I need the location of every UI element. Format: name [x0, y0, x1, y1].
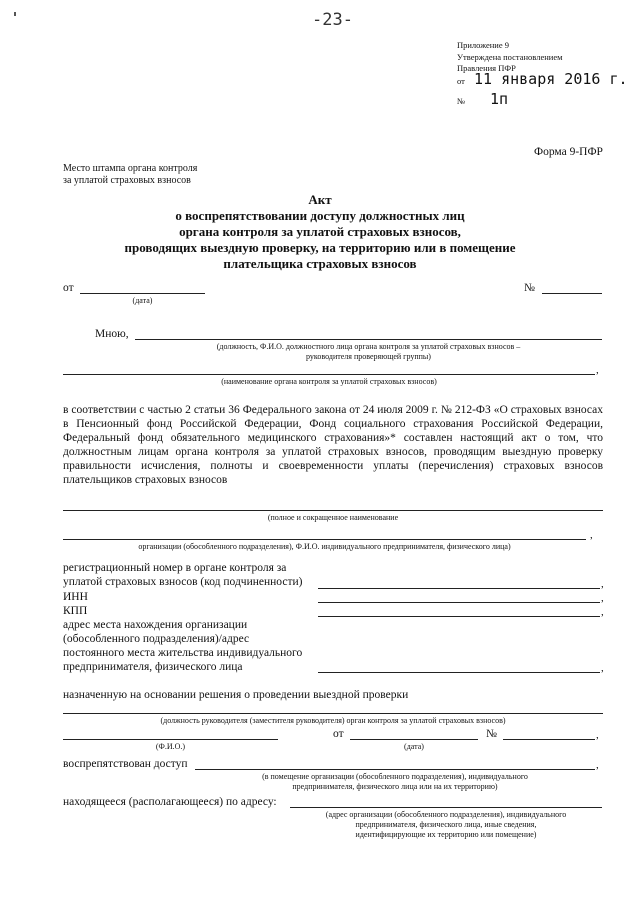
located-label: находящееся (располагающееся) по адресу: — [63, 796, 277, 808]
me-label: Мною, — [95, 328, 129, 340]
decision-date-field[interactable] — [350, 739, 478, 740]
header-appendix: Приложение 9 — [457, 40, 509, 50]
reg-label-line1: регистрационный номер в органе контроля за — [63, 562, 287, 574]
reg-number-field[interactable] — [318, 588, 600, 589]
scan-dot — [14, 12, 16, 16]
payer-name-field2[interactable] — [63, 539, 586, 540]
address-field[interactable] — [318, 672, 600, 673]
decision-text: назначенную на основании решения о проведении выездной проверки — [63, 689, 409, 701]
decision-num-field[interactable] — [503, 739, 595, 740]
addr-label-line4: предпринимателя, физического лица — [63, 661, 243, 673]
stamp-place-line2: за уплатой страховых взносов — [63, 175, 191, 186]
header-num-prefix: № — [457, 96, 466, 106]
obstructed-caption2: предпринимателя, физического лица или на их территорию) — [292, 782, 498, 791]
decision-num-label: № — [486, 728, 497, 740]
body-paragraph: в соответствии с частью 2 статьи 36 Федерального закона от 24 июля 2009 г. № 212-ФЗ «О страховых взносах в Пенсионный фонд Российской Федерации, Фонд социального страхования Российской Федерации, Федеральный фонд обязательного медицинского страхования»* составлен настоящий акт о том, что должностным лицам органа контроля за уплатой страховых взносов, проводящим выездную проверку правильности исчисления, полноты и своевременности уплаты (перечисления) страховых взносов плательщиков страховых взносов — [63, 404, 603, 486]
act-title-line5: плательщика страховых взносов — [223, 256, 417, 271]
header-approved: Утверждена постановлением — [457, 52, 563, 62]
comma: , — [601, 578, 604, 590]
me-official-field[interactable] — [135, 339, 602, 340]
reg-label-line2: уплатой страховых взносов (код подчиненности) — [63, 576, 303, 588]
located-caption1: (адрес организации (обособленного подразделения), индивидуального — [325, 810, 567, 819]
payer-caption1: (полное и сокращенное наименование — [267, 513, 399, 522]
act-num-field[interactable] — [542, 293, 602, 294]
payer-name-field[interactable] — [63, 510, 603, 511]
decision-from-label: от — [333, 728, 344, 740]
control-body-caption: (наименование органа контроля за уплатой страховых взносов) — [221, 377, 437, 386]
header-date-prefix: от — [457, 76, 465, 86]
comma: , — [601, 662, 604, 674]
payer-caption2: организации (обособленного подразделения), Ф.И.О. индивидуального предпринимателя, физического лица) — [138, 542, 511, 551]
obstructed-field[interactable] — [195, 769, 595, 770]
located-caption3: идентифицирующие их территорию или помещение) — [355, 830, 537, 839]
inn-label: ИНН — [63, 591, 88, 603]
comma: , — [596, 729, 599, 741]
inn-field[interactable] — [318, 602, 600, 603]
comma: , — [596, 759, 599, 771]
header-date-value: 11 января 2016 г. — [474, 70, 628, 88]
comma: , — [590, 529, 593, 541]
located-caption2: предпринимателя, физического лица, иные сведения, — [355, 820, 537, 829]
kpp-field[interactable] — [318, 616, 600, 617]
located-address-field[interactable] — [290, 807, 602, 808]
decision-head-caption: (должность руководителя (заместителя руководителя) орган контроля за уплатой страховых взносов) — [160, 716, 506, 725]
comma: , — [601, 606, 604, 618]
me-caption2: руководителя проверяющей группы) — [306, 352, 431, 361]
act-date-caption: (дата) — [132, 296, 153, 305]
decision-fio-field[interactable] — [63, 739, 278, 740]
act-num-label: № — [524, 282, 535, 294]
stamp-place-line1: Место штампа органа контроля — [63, 163, 198, 174]
act-date-field[interactable] — [80, 293, 205, 294]
comma: , — [601, 592, 604, 604]
addr-label-line1: адрес места нахождения организации — [63, 619, 248, 631]
act-title — [60, 192, 580, 272]
kpp-label: КПП — [63, 605, 88, 617]
obstructed-caption1: (в помещение организации (обособленного подразделения), индивидуального — [262, 772, 528, 781]
addr-label-line3: постоянного места жительства индивидуального — [63, 647, 303, 659]
addr-label-line2: (обособленного подразделения)/адрес — [63, 633, 250, 645]
act-title-line2: о воспрепятствовании доступу должностных лиц — [175, 208, 465, 223]
decision-date-caption: (дата) — [404, 742, 424, 751]
act-title-line3: органа контроля за уплатой страховых взносов, — [179, 224, 461, 239]
act-title-line1: Акт — [308, 192, 332, 207]
header-board: Правления ПФР — [457, 63, 516, 73]
decision-fio-caption: (Ф.И.О.) — [155, 742, 186, 751]
comma: , — [596, 364, 599, 376]
page-number-handwritten: -23- — [312, 10, 353, 30]
control-body-field[interactable] — [63, 374, 595, 375]
obstructed-label: воспрепятствован доступ — [63, 758, 188, 770]
decision-head-field[interactable] — [63, 713, 603, 714]
header-num-value: 1п — [490, 90, 509, 108]
act-title-line4: проводящих выездную проверку, на территорию или в помещение — [124, 240, 516, 255]
form-label: Форма 9-ПФР — [534, 146, 603, 158]
act-from-label: от — [63, 282, 74, 294]
me-caption1: (должность, Ф.И.О. должностного лица органа контроля за уплатой страховых взносов – — [216, 342, 521, 351]
